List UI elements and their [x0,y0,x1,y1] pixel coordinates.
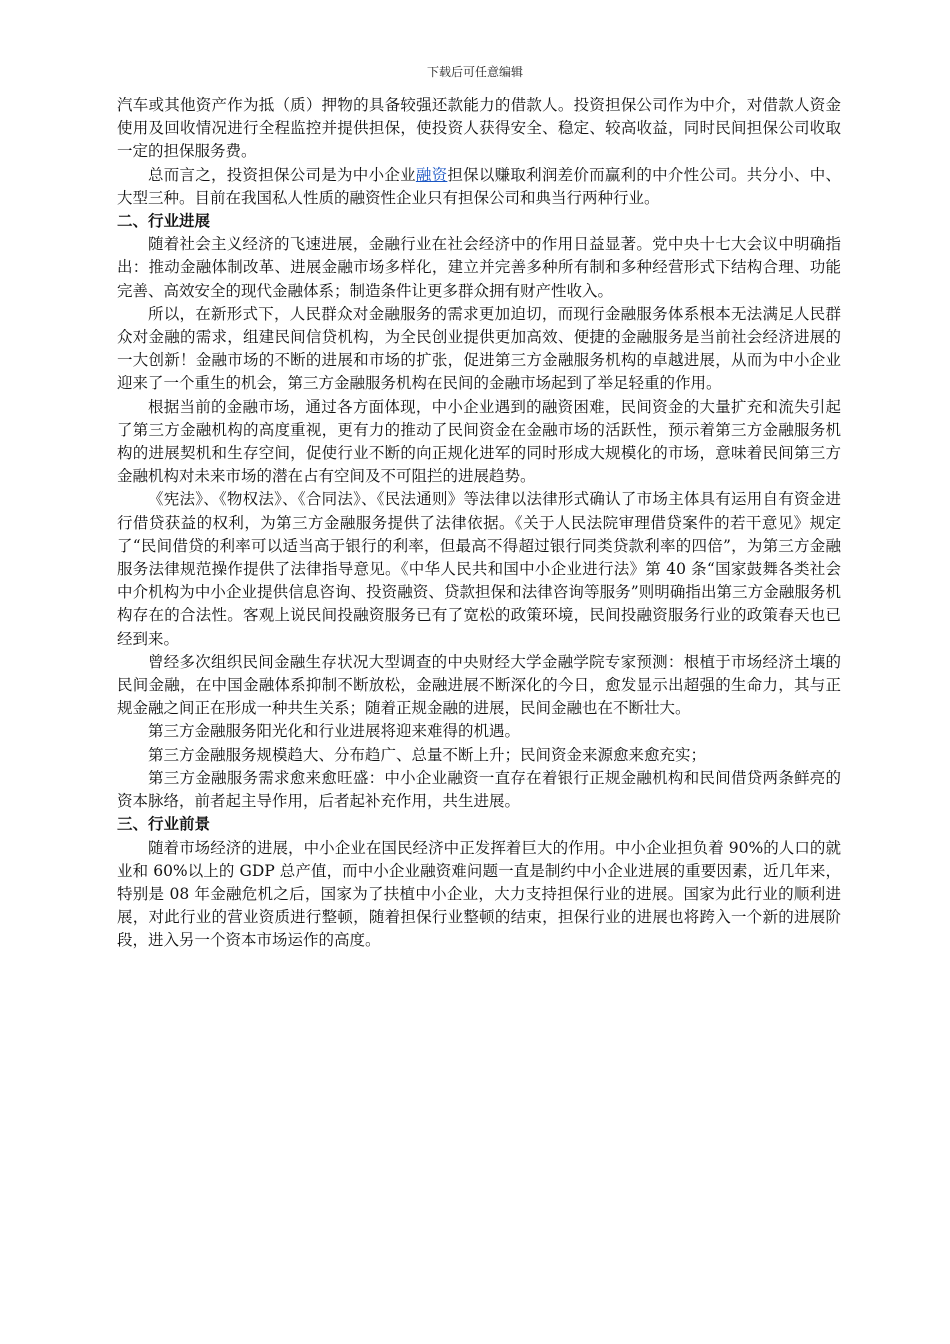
paragraph-legal-basis: 《宪法》、《物权法》、《合同法》、《民法通则》等法律以法律形式确认了市场主体具有运用自有资金进行借贷获益的权利，为第三方金融服务提供了法律依据。《关于人民法院审理借贷案件的若干意见》规定了“民间借贷的利率可以适当高于银行的利率，但最高不得超过银行同类贷款利率的四倍”，为第三方金融服务法律规范操作提供了法律指导意见。《中华人民共和国中小企业进行法》第 40 条“国家鼓舞各类社会中介机构为中小企业提供信息咨询、投资融资、贷款担保和法律咨询等服务”则明确指出第三方金融服务机构存在的合法性。客观上说民间投融资服务已有了宽松的政策环境，民间投融资服务行业的政策春天也已经到来。 [117,490,841,648]
page-header: 下载后可任意编辑 [426,65,523,79]
financing-link[interactable]: 融资 [415,165,448,184]
summary-text-after: 担保以赚取利润差价而赢利的中介性公司。共分小、中、大型三种。目前在我国私人性质的融资性企业只有担保公司和典当行两种行业。 [117,165,841,207]
paragraph-opportunity: 第三方金融服务阳光化和行业进展将迎来难得的机遇。 [148,722,521,741]
paragraph-demand: 第三方金融服务需求愈来愈旺盛：中小企业融资一直存在着银行正规金融机构和民间借贷两条鲜亮的资本脉络，前者起主导作用，后者起补充作用，共生进展。 [117,768,841,811]
section-heading-industry-development: 二、行业进展 [117,212,211,231]
document-body [117,94,841,953]
paragraph-prospects: 随着市场经济的进展，中小企业在国民经济中正发挥着巨大的作用。中小企业担负着 90%的人口的就业和 60%以上的 GDP 总产值，而中小企业融资难问题一直是制约中小企业进展的重要因素，近几年来，特别是 08 年金融危机之后，国家为了扶植中小企业，大力支持担保行业的进展。国家为此行业的顺利进展，对此行业的营业资质进行整顿，随着担保行业整顿的结束，担保行业的进展也将跨入一个新的进展阶段，进入另一个资本市场运作的高度。 [117,838,841,950]
paragraph-current-market: 根据当前的金融市场，通过各方面体现，中小企业遇到的融资困难，民间资金的大量扩充和流失引起了第三方金融机构的高度重视，更有力的推动了民间资金在金融市场的活跃性，预示着第三方金融服务机构的进展契机和生存空间，促使行业不断的向正规化进军的同时形成大规模化的市场，意味着民间第三方金融机构对未来市场的潜在占有空间及不可阻拦的进展趋势。 [117,397,841,486]
paragraph-economic-development: 随着社会主义经济的飞速进展，金融行业在社会经济中的作用日益显著。党中央十七大会议中明确指出：推动金融体制改革、进展金融市场多样化，建立并完善多种所有制和多种经营形式下结构合理、功能完善、高效安全的现代金融体系；制造条件让更多群众拥有财产性收入。 [117,235,841,300]
section-heading-industry-prospects: 三、行业前景 [117,815,211,834]
paragraph-expert-forecast: 曾经多次组织民间金融生存状况大型调查的中央财经大学金融学院专家预测：根植于市场经济土壤的民间金融，在中国金融体系抑制不断放松，金融进展不断深化的今日，愈发显示出超强的生命力，其与正规金融之间正在形成一种共生关系；随着正规金融的进展，民间金融也在不断壮大。 [117,652,841,718]
summary-text-before: 总而言之，投资担保公司是为中小企业 [148,165,416,184]
paragraph-new-situation: 所以，在新形式下，人民群众对金融服务的需求更加迫切，而现行金融服务体系根本无法满足人民群众对金融的需求，组建民间信贷机构，为全民创业提供更加高效、便捷的金融服务是当前社会经济进展的一大创新！金融市场的不断的进展和市场的扩张，促进第三方金融服务机构的卓越进展，从而为中小企业迎来了一个重生的机会，第三方金融服务机构在民间的金融市场起到了举足轻重的作用。 [117,304,841,393]
paragraph-summary [117,164,841,210]
paragraph-scale: 第三方金融服务规模趋大、分布趋广、总量不断上升；民间资金来源愈来愈充实； [148,745,707,764]
paragraph-guarantee-intro: 汽车或其他资产作为抵（质）押物的具备较强还款能力的借款人。投资担保公司作为中介，对借款人资金使用及回收情况进行全程监控并提供担保，使投资人获得安全、稳定、较高收益，同时民间担保公司收取一定的担保服务费。 [117,96,841,161]
